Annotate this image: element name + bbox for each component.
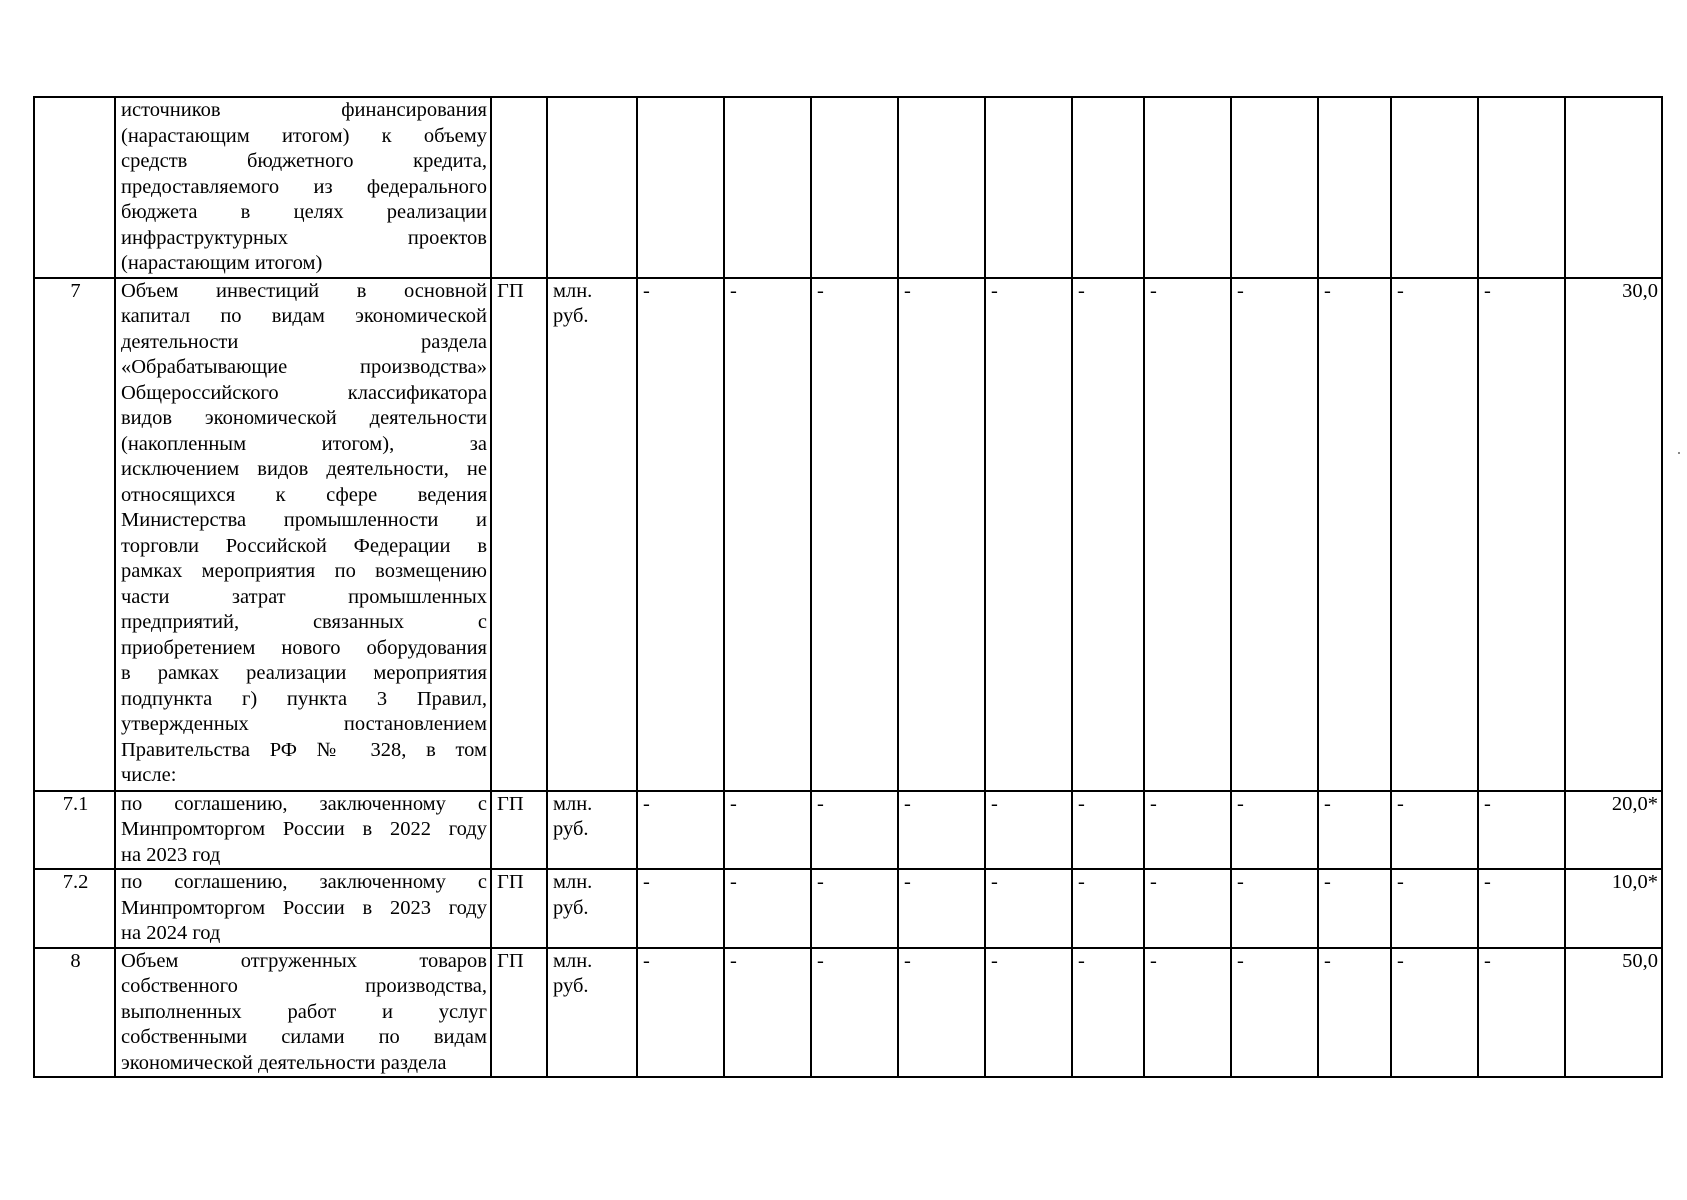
description-line: торговли Российской Федерации в xyxy=(121,534,487,557)
period-value-cell: - xyxy=(898,869,985,948)
unit-line: млн. xyxy=(553,279,593,302)
period-value-cell xyxy=(811,97,898,278)
description-line: приобретением нового оборудования xyxy=(121,636,487,659)
period-value-cell: - xyxy=(1318,869,1391,948)
description-line: на 2024 год xyxy=(121,922,221,944)
table-row xyxy=(34,278,1662,791)
responsible-cell xyxy=(491,97,547,278)
table-row xyxy=(34,97,1662,278)
description-line: (нарастающим итогом) к объему xyxy=(121,124,487,147)
description-line: утвержденных постановлением xyxy=(121,713,487,735)
description-line: относящихся к сфере ведения xyxy=(121,483,487,506)
description-line: части затрат промышленных xyxy=(121,585,487,608)
description-line: Объем отгруженных товаров xyxy=(121,949,487,972)
unit-cell xyxy=(547,791,637,870)
unit-line: руб. xyxy=(553,896,589,919)
period-value-cell: - xyxy=(985,278,1072,791)
period-value-cell: - xyxy=(1318,948,1391,1078)
period-value-cell: - xyxy=(637,948,724,1078)
period-value-cell xyxy=(898,97,985,278)
period-value-cell: - xyxy=(1144,869,1231,948)
period-value-cell xyxy=(724,97,811,278)
period-value-cell xyxy=(985,97,1072,278)
description-line: (нарастающим итогом) xyxy=(121,252,323,274)
period-value-cell: - xyxy=(1231,869,1318,948)
period-value-cell: - xyxy=(724,278,811,791)
period-value-cell: - xyxy=(1478,948,1565,1078)
period-value-cell: - xyxy=(985,869,1072,948)
unit-line: руб. xyxy=(553,305,589,327)
description-line: Объем инвестиций в основной xyxy=(121,279,487,302)
period-value-cell: - xyxy=(724,948,811,1078)
period-value-cell: - xyxy=(1478,791,1565,870)
period-value-cell: - xyxy=(985,948,1072,1078)
period-value-cell: - xyxy=(811,791,898,870)
period-value-cell: - xyxy=(898,948,985,1078)
period-value-cell: - xyxy=(1391,791,1478,870)
responsible-cell: ГП xyxy=(491,948,547,1078)
period-value-cell: - xyxy=(1072,869,1144,948)
total-value-cell: 30,0 xyxy=(1565,278,1662,791)
description-line: Правительства РФ № 328, в том xyxy=(121,738,487,761)
description-line: капитал по видам экономической xyxy=(121,305,487,327)
indicator-description xyxy=(115,278,491,791)
row-number xyxy=(34,97,115,278)
description-line: (накопленным итогом), за xyxy=(121,432,487,455)
period-value-cell: - xyxy=(1391,278,1478,791)
period-value-cell: - xyxy=(637,278,724,791)
unit-cell xyxy=(547,97,637,278)
period-value-cell xyxy=(1231,97,1318,278)
period-value-cell: - xyxy=(898,278,985,791)
period-value-cell: - xyxy=(1144,278,1231,791)
row-number: 7.2 xyxy=(34,869,115,948)
description-line: Министерства промышленности и xyxy=(121,509,487,531)
responsible-cell: ГП xyxy=(491,278,547,791)
period-value-cell xyxy=(1391,97,1478,278)
description-line: видов экономической деятельности xyxy=(121,407,487,429)
unit-cell xyxy=(547,278,637,791)
unit-line: руб. xyxy=(553,975,589,997)
description-line: по соглашению, заключенному с xyxy=(121,792,487,815)
period-value-cell: - xyxy=(1391,948,1478,1078)
period-value-cell: - xyxy=(637,869,724,948)
total-value-cell: 20,0* xyxy=(1565,791,1662,870)
description-line: по соглашению, заключенному с xyxy=(121,871,487,893)
description-line: инфраструктурных проектов xyxy=(121,226,487,249)
period-value-cell: - xyxy=(811,869,898,948)
table-row xyxy=(34,869,1662,948)
period-value-cell: - xyxy=(1144,948,1231,1078)
period-value-cell xyxy=(1478,97,1565,278)
total-value-cell xyxy=(1565,97,1662,278)
description-line: источников финансирования xyxy=(121,99,487,121)
description-line: исключением видов деятельности, не xyxy=(121,458,487,480)
row-number: 7 xyxy=(34,278,115,791)
description-line: бюджета в целях реализации xyxy=(121,201,487,223)
description-line: средств бюджетного кредита, xyxy=(121,150,487,172)
description-line: выполненных работ и услуг xyxy=(121,1000,487,1023)
period-value-cell: - xyxy=(637,791,724,870)
description-line: Минпромторгом России в 2023 году xyxy=(121,896,487,919)
unit-line: млн. xyxy=(553,871,593,893)
period-value-cell xyxy=(637,97,724,278)
table-row xyxy=(34,791,1662,870)
period-value-cell: - xyxy=(1318,278,1391,791)
indicators-table xyxy=(33,96,1663,1078)
responsible-cell: ГП xyxy=(491,791,547,870)
period-value-cell: - xyxy=(1478,869,1565,948)
unit-line: руб. xyxy=(553,818,589,840)
description-line: в рамках реализации мероприятия xyxy=(121,662,487,684)
unit-cell xyxy=(547,869,637,948)
description-line: предприятий, связанных с xyxy=(121,611,487,633)
period-value-cell xyxy=(1318,97,1391,278)
description-line: на 2023 год xyxy=(121,843,221,866)
period-value-cell: - xyxy=(985,791,1072,870)
total-value-cell: 50,0 xyxy=(1565,948,1662,1078)
description-line: «Обрабатывающие производства» xyxy=(121,356,487,378)
table-row xyxy=(34,948,1662,1078)
description-line: подпункта г) пункта 3 Правил, xyxy=(121,687,487,710)
indicator-description xyxy=(115,791,491,870)
indicator-description xyxy=(115,97,491,278)
description-line: рамках мероприятия по возмещению xyxy=(121,560,487,582)
period-value-cell: - xyxy=(1072,278,1144,791)
description-line: предоставляемого из федерального xyxy=(121,175,487,198)
description-line: деятельности раздела xyxy=(121,330,487,353)
period-value-cell: - xyxy=(898,791,985,870)
period-value-cell: - xyxy=(724,869,811,948)
period-value-cell: - xyxy=(1318,791,1391,870)
period-value-cell xyxy=(1144,97,1231,278)
period-value-cell: - xyxy=(811,278,898,791)
responsible-cell: ГП xyxy=(491,869,547,948)
period-value-cell: - xyxy=(811,948,898,1078)
row-number: 7.1 xyxy=(34,791,115,870)
unit-line: млн. xyxy=(553,949,593,972)
period-value-cell: - xyxy=(1478,278,1565,791)
period-value-cell xyxy=(1072,97,1144,278)
scan-speck xyxy=(1678,452,1680,454)
description-line: собственного производства, xyxy=(121,975,487,997)
indicator-description xyxy=(115,948,491,1078)
description-line: числе: xyxy=(121,764,177,786)
period-value-cell: - xyxy=(1072,948,1144,1078)
description-line: Минпромторгом России в 2022 году xyxy=(121,818,487,840)
description-line: Общероссийского классификатора xyxy=(121,381,487,404)
description-line: собственными силами по видам xyxy=(121,1026,487,1048)
period-value-cell: - xyxy=(1231,791,1318,870)
period-value-cell: - xyxy=(1144,791,1231,870)
description-line: экономической деятельности раздела xyxy=(121,1051,447,1074)
period-value-cell: - xyxy=(724,791,811,870)
period-value-cell: - xyxy=(1231,948,1318,1078)
row-number: 8 xyxy=(34,948,115,1078)
unit-cell xyxy=(547,948,637,1078)
total-value-cell: 10,0* xyxy=(1565,869,1662,948)
period-value-cell: - xyxy=(1231,278,1318,791)
unit-line: млн. xyxy=(553,792,593,815)
period-value-cell: - xyxy=(1391,869,1478,948)
indicator-description xyxy=(115,869,491,948)
period-value-cell: - xyxy=(1072,791,1144,870)
